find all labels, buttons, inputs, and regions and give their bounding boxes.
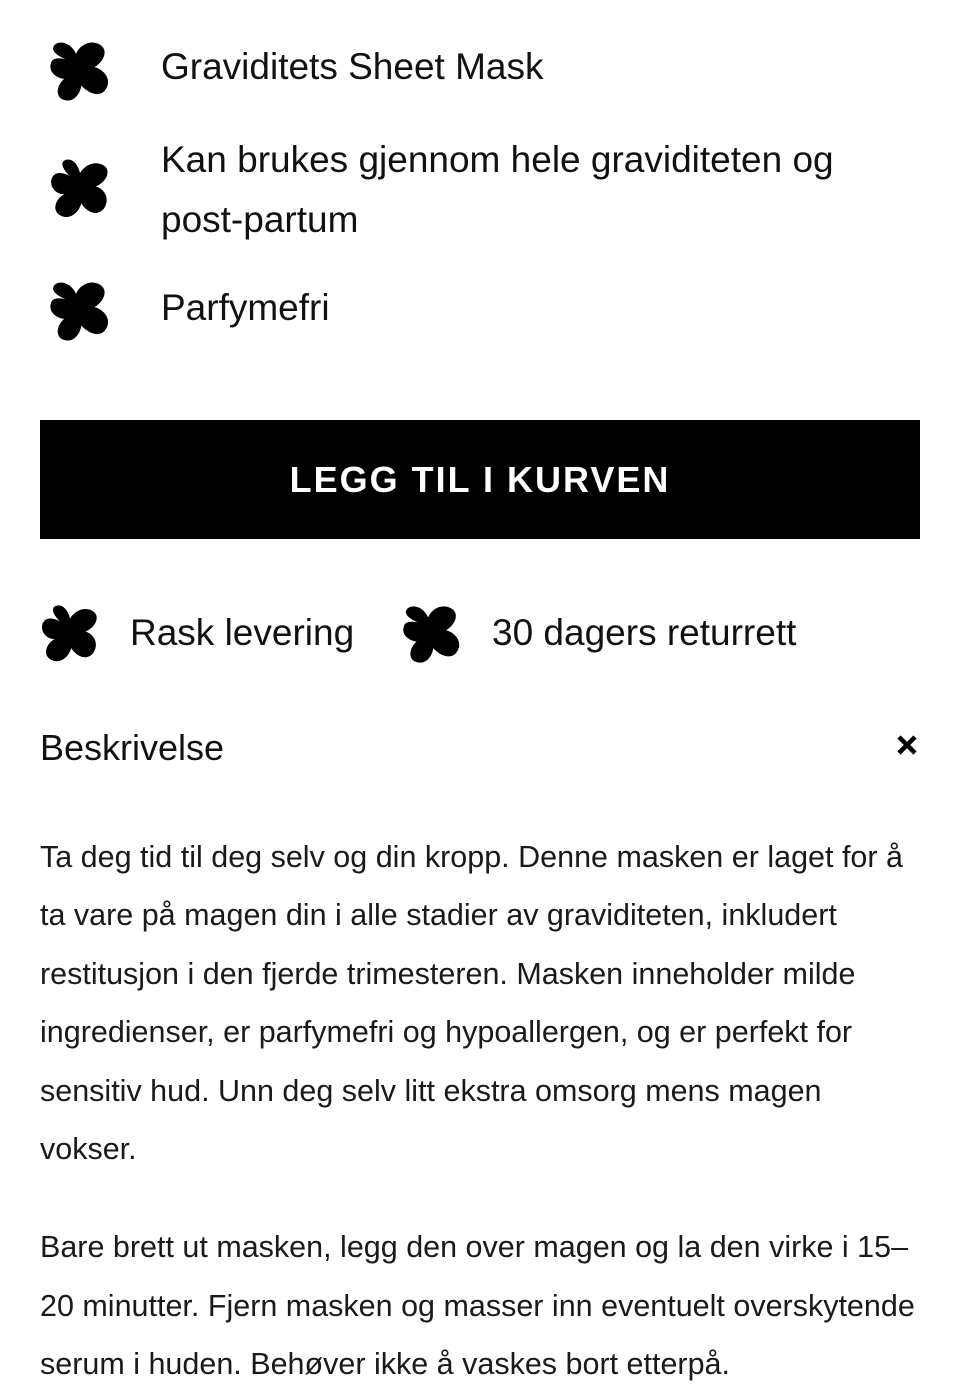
close-icon[interactable]	[892, 730, 922, 760]
perk-text: 30 dagers returrett	[492, 612, 797, 653]
blob-icon	[400, 602, 464, 666]
perk-text: Rask levering	[130, 612, 355, 653]
blob-icon	[47, 278, 113, 344]
blob-icon	[38, 602, 102, 666]
description-body	[40, 828, 920, 1394]
feature-text: Parfymefri	[161, 287, 330, 328]
feature-text: Graviditets Sheet Mask	[161, 46, 544, 87]
description-paragraph: Bare brett ut masken, legg den over magen og la den virke i 15–20 minutter. Fjern masken og masser inn eventuelt overskytende serum i huden. Behøver ikke å vaskes bort etterpå.	[40, 1230, 915, 1382]
add-to-cart-button[interactable]: LEGG TIL I KURVEN	[40, 420, 920, 539]
description-accordion-header[interactable]	[40, 720, 920, 776]
description-title: Beskrivelse	[40, 727, 225, 768]
feature-text: Kan brukes gjennom hele graviditeten og post-partum	[161, 139, 834, 240]
description-paragraph: Ta deg tid til deg selv og din kropp. Denne masken er laget for å ta vare på magen din i alle stadier av graviditeten, inkludert restitusjon i den fjerde trimesteren. Masken inneholder milde ingredienser, er parfymefri og hypoallergen, og er perfekt for sensitiv hud. Unn deg selv litt ekstra omsorg mens magen vokser.	[40, 840, 903, 1167]
blob-icon	[47, 38, 113, 104]
blob-icon	[47, 156, 113, 222]
